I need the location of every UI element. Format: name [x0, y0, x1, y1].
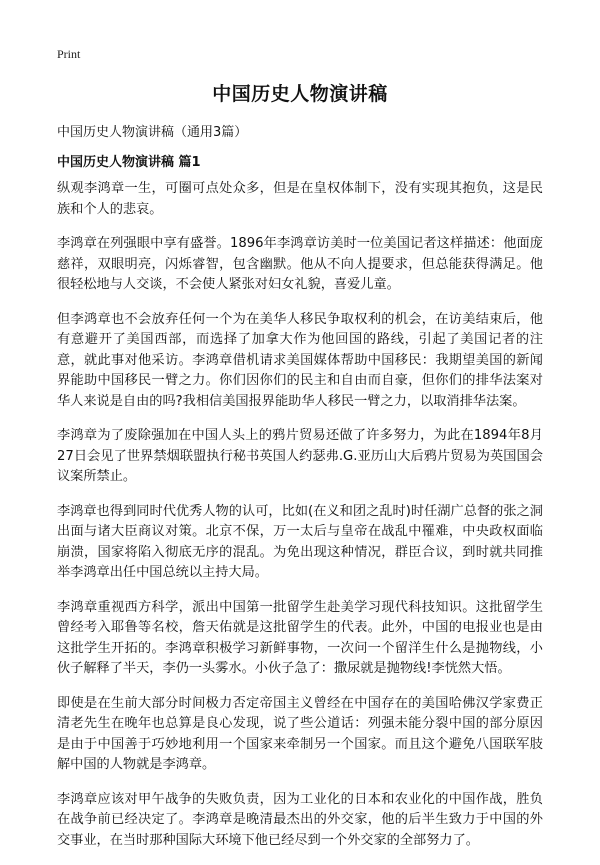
paragraph: 李鸿章重视西方科学，派出中国第一批留学生赴美学习现代科技知识。这批留学生曾经考入耶鲁等名校，詹天佑就是这批留学生的代表。此外，中国的电报业也是由这批学生开拓的。李鸿章积极学习新鲜事物，一次问一个留洋生什么是抛物线，小伙子解释了半天，李仍一头雾水。小伙子急了：撒尿就是抛物线!李恍然大悟。 — [57, 599, 543, 676]
page-title: 中国历史人物演讲稿 — [212, 83, 388, 105]
print-link[interactable]: Print — [57, 47, 81, 61]
paragraph: 李鸿章在列强眼中享有盛誉。1896年李鸿章访美时一位美国记者这样描述：他面庞慈祥，双眼明亮，闪烁睿智，包含幽默。他从不向人提要求，但总能获得满足。他很轻松地与人交谈，不会使人紧张对妇女礼貌，喜爱儿童。 — [57, 236, 543, 292]
document-subtitle: 中国历史人物演讲稿（通用3篇） — [57, 125, 248, 140]
paragraph: 李鸿章为了废除强加在中国人头上的鸦片贸易还做了许多努力，为此在1894年8月27日会见了世界禁烟联盟执行秘书英国人约瑟弗.G.亚历山大后鸦片贸易为英国国会议案所禁止。 — [57, 428, 543, 484]
paragraph: 李鸿章也得到同时代优秀人物的认可，比如(在义和团之乱时)时任湖广总督的张之洞出面与诸大臣商议对策。北京不保，万一太后与皇帝在战乱中罹难，中央政权面临崩溃，国家将陷入彻底无序的混乱。为免出现这种情况，群臣合议，到时就共同推举李鸿章出任中国总统以主持大局。 — [57, 503, 543, 580]
section-heading: 中国历史人物演讲稿 篇1 — [57, 155, 201, 170]
paragraph: 但李鸿章也不会放弃任何一个为在美华人移民争取权利的机会，在访美结束后，他有意避开了美国西部，而选择了加拿大作为他回国的路线，引起了美国记者的注意，就此事对他采访。李鸿章借机请求美国媒体帮助中国移民：我期望美国的新闻界能助中国移民一臂之力。你们因你们的民主和自由而自豪，但你们的排华法案对华人来说是自由的吗?我相信美国报界能助华人移民一臂之力，以取消排华法案。 — [57, 311, 543, 409]
paragraph: 纵观李鸿章一生，可圈可点处众多，但是在皇权体制下，没有实现其抱负，这是民族和个人的悲哀。 — [57, 181, 543, 217]
article-body — [57, 179, 543, 865]
paragraph: 即使是在生前大部分时间极力否定帝国主义曾经在中国存在的美国哈佛汉学家费正清老先生在晚年也总算是良心发现，说了些公道话：列强未能分裂中国的部分原因是由于中国善于巧妙地利用一个国家来牵制另一个国家。而且这个避免八国联军肢解中国的人物就是李鸿章。 — [57, 695, 543, 772]
paragraph: 李鸿章应该对甲午战争的失败负责，因为工业化的日本和农业化的中国作战，胜负在战争前已经决定了。李鸿章是晚清最杰出的外交家，他的后半生致力于中国的外交事业，在当时那种国际大环境下他已经尽到一个外交家的全部努力了。 — [57, 791, 543, 848]
